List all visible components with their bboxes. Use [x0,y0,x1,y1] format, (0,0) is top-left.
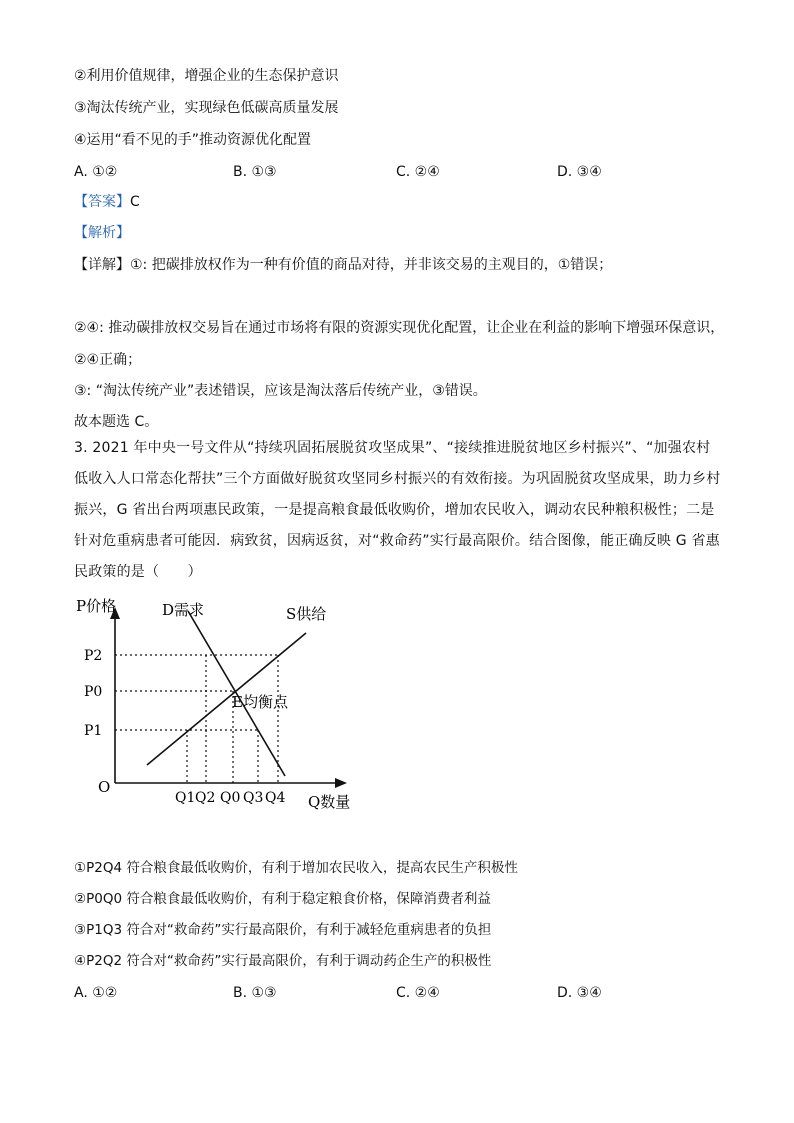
q3-item-3: ③P1Q3 符合对“救命药”实行最高限价，有利于减轻危重病患者的负担 [74,922,492,938]
detail-line-3: ②④正确； [74,352,142,368]
detail-line-2: ②④: 推动碳排放权交易旨在通过市场将有限的资源实现优化配置，让企业在利益的影响下增强环保意识， [74,320,725,336]
supply-demand-chart [70,593,360,818]
prev-option-b: B. ①③ [233,164,277,180]
q3-option-c: C. ②④ [396,985,440,1001]
detail-line-5: 故本题选 C。 [74,414,159,430]
x-tick-q4: Q4 [265,790,286,806]
x-axis-label: Q数量 [308,793,351,811]
q3-stem: 3. 2021 年中央一号文件从“持续巩固拓展脱贫攻坚成果”、“接续推进脱贫地区乡村振兴”、“加强农村低收入人口常态化帮扶”三个方面做好脱贫攻坚同乡村振兴的有效衔接。为巩固脱贫攻坚成果，助力乡村振兴，G 省出台两项惠民政策，一是提高粮食最低收购价，增加农民收入，调动农民种粮积极性；二是针对危重病患者可能因．病致贫，因病返贫，对“救命药”实行最高限价。结合图像，能正确反映 G 省惠民政策的是（ ） [74,440,721,580]
q3-item-4: ④P2Q2 符合对“救命药”实行最高限价，有利于调动药企生产的积极性 [74,953,492,969]
q3-option-d: D. ③④ [557,985,602,1001]
prev-item-3: ③淘汰传统产业，实现绿色低碳高质量发展 [74,100,339,116]
x-tick-q0: Q0 [220,790,241,806]
detail-line-1 [74,255,612,275]
demand-label: D需求 [162,601,205,619]
answer-value: C [130,194,140,210]
y-tick-p1: P1 [84,723,103,739]
answer-label: 【答案】 [74,194,130,210]
q3-item-2: ②P0Q0 符合粮食最低收购价，有利于稳定粮食价格，保障消费者利益 [74,891,491,907]
detail-label: 【详解】 [74,257,130,273]
q3-option-b: B. ①③ [233,985,277,1001]
origin-label: O [98,778,111,796]
y-tick-p2: P2 [84,648,103,664]
x-tick-q2: Q2 [195,790,216,806]
prev-option-a: A. ①② [74,164,118,180]
answer-line [74,192,140,212]
prev-item-2: ②利用价值规律，增强企业的生态保护意识 [74,68,339,84]
equilibrium-label: E均衡点 [232,693,288,711]
q3-option-a: A. ①② [74,985,118,1001]
analysis-line [74,223,130,243]
x-tick-q1: Q1 [175,790,196,806]
detail-line-4: ③: “淘汰传统产业”表述错误，应该是淘汰落后传统产业，③错误。 [74,383,487,399]
supply-label: S供给 [286,605,327,623]
prev-option-d: D. ③④ [557,164,602,180]
q3-item-1: ①P2Q4 符合粮食最低收购价，有利于增加农民收入，提高农民生产积极性 [74,860,518,876]
y-tick-p0: P0 [84,684,103,700]
analysis-label: 【解析】 [74,225,130,241]
prev-option-c: C. ②④ [396,164,440,180]
y-axis-label: P价格 [76,597,117,615]
x-axis-arrow [335,778,347,788]
x-tick-q3: Q3 [243,790,264,806]
prev-item-4: ④运用“看不见的手”推动资源优化配置 [74,132,312,148]
detail-text-1: ①: 把碳排放权作为一种有价值的商品对待，并非该交易的主观目的，①错误； [130,257,613,273]
